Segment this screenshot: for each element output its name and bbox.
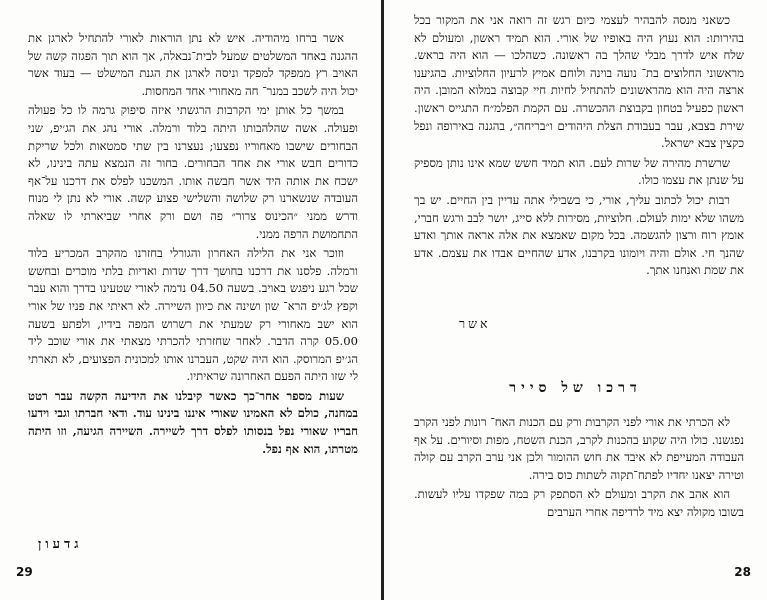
right-page (384, 0, 767, 600)
signature-gideon: גדעון (38, 537, 83, 552)
paragraph: אשר ברחו מיהודיה. איש לא נתן הוראות לאורי להתחיל לארגן את ההגנה באחד המשלטים שמעל לבית־נבאלה, אך הוא תוך הפגזה קשה של האויב רץ ממפקד למפקד וניסה לארגן את הגנת המישלט — בעוד אשר יכול היה לשכב במנר־ חה מאחורי אחד המחסות. (28, 31, 358, 98)
signature-asher: אשר (459, 316, 491, 331)
chapter-text (414, 414, 744, 524)
left-page (0, 0, 381, 600)
paragraph: שרשרת מהירה של שרות לעם. הוא תמיד חשש שמא אינו נותן מספיק על שנתן את עצמו כולו. (414, 155, 744, 188)
chapter-title: דרכו של סייר (509, 380, 642, 396)
paragraph: רבות יכול לכתוב עליך, אורי, כי בשבילי אתה עדיין בין החיים. יש בך משהו שלא ימות לעולם. חלוציות, מסירות ללא סייג, יושר לבב ורגש חברי, אומץ רוח ורצון להגשמה. בכל מקום שאמצא את אלה אראה אותך ואדע שהנך חי. אולם והיה ויומונו בקרבנו, אדע שהחיים אבדו את עצמם. אדע את שמת ואנחנו אתך. (414, 192, 744, 278)
right-page-text (414, 12, 744, 282)
paragraph: שעות מספר אחר־כך כאשר קיבלנו את הידיעה הקשה עבר רטט במחנה, כולם לא האמינו שאורי איננו בינינו עוד. ודאי חברתו וגבי וידעו חבריו שאורי נפל בנסותו לפלס דרך לשיירה. השיירה הגיעה, וזו היתה מטרתו, הוא אף נפל. (28, 388, 358, 456)
page-number-right: 28 (734, 565, 751, 579)
paragraph: לא הכרתי את אורי לפני הקרבות ורק עם הכנות האח־ רונות לפני הקרב נפגשנו. כולו היה שקוע בהכנות לקרב, הכנת השטח, מפות וסיורים. על אף העבודה המעייפת לא איבד את חוש ההומור ולכן אני ערב הקרב עם קולה וטירה יצאנו יחדיו לפתח־תקוה לשתות כוס בירה. (414, 415, 744, 482)
paragraph: כשאני מנסה להבהיר לעצמי כיום רגש זה רואה אני את המקור בכל בהירותו: הוא נעוץ היה באופיו של אורי. הוא תמיד ראשון, ומעולם לא שלח איש לדרך מבלי שהלך בה ראשונה. כשהלכו — הוא היה בראש. מראשוני החלוצים בת־ נועה בוינה ולוחם אמיץ לרעיון החלוציות. בהגיענו ארצה היה הוא מהראשונים להתחיל לחיות חיי קבוצה במלוא המובן. היה ראשון כפעיל בטחון בקבוצת ההכשרה. עם הקמת הפלמ״ח התגייס ראשון. שירת בצבא, עבר בעבודת הצלת היהודים ו״בריחה״, בהגנה באירופה ונפל כקצין צבא ישראל. (414, 13, 744, 151)
paragraph: הוא אהב את הקרב ומעולם לא הסתפק רק במה שפקדו עליו לעשות. בשובו מקולה יצא מיד לרדיפה אחרי הערבים (414, 487, 744, 519)
paragraph: וזוכר אני את הלילה האחרון והגורלי בחזרנו מהקרב המכריע בלוד ורמלה. פלסנו את דרכנו בחושך דרך שדות ואדיות בלתי מוכרים ובחשש שכל רגע ניפגש באויב. בשעה 04.50 נדמה לאורי שטעינו בדרך והוא עבר וקפץ לג׳יפ הרא־ שון ושינה את כיוון השיירה. לא ראיתי את פניו של אורי הוא ישב מאחורי רק שמעתי את רשרוש המפה בידיו, ולפתע בשעה 05.00 קרה הדבר. לאחר שחזרתי להכרתי מצאתי את אורי שוכב ליד הג׳יפ המרוסק. הוא היה שקט, העברנו אותו למכונית הפצועים, לא תארתי לי שזו היתה הפעם האחרונה שראיתיו. (28, 246, 359, 384)
page-number-left: 29 (16, 565, 33, 579)
left-page-text (28, 30, 358, 460)
paragraph: במשך כל אותן ימי הקרבות הרגשתי איזה סיפוק גרמה לו כל פעולה ופעולה. אשה שהלהבותו היתה בלוד ורמלה. אורי נהג את הג׳יפ, שני הבחורים שישבו מאחוריו נפצעו; נעצרנו בין שתי סמטאות ולכל שריקת כדורים חבש אורי את אחד הבחורים. בחור זה הנמצא עתה בינינו, לא ישכח את אותה היד אשר חבשה אותו. המשכנו לפלס את דרכנו על־אף העובדה שנשארנו רק שלושה והשלישי פצוע קשה. אורי לא נתן לי מנוח ודרש ממני ״הכינוס צרור״ פה ושם ורק אחרי שביארתי לו שאלה התחמושת הרפה ממני. (28, 103, 358, 241)
